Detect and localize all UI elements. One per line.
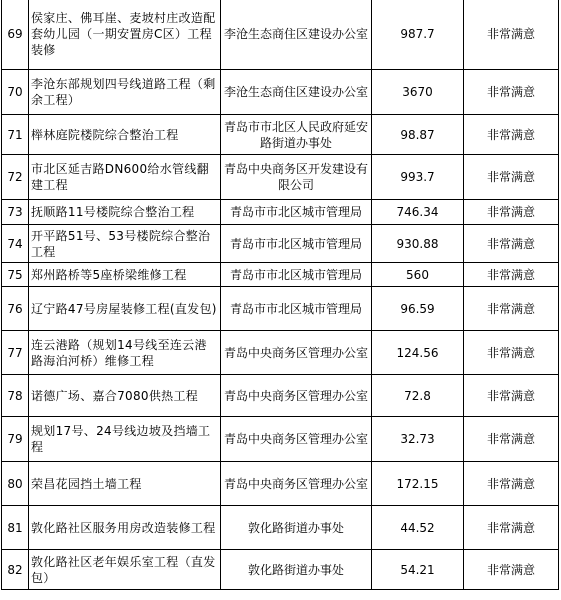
row-number: 78 bbox=[2, 375, 29, 417]
satisfaction-rating: 非常满意 bbox=[464, 375, 559, 417]
project-table bbox=[1, 0, 559, 590]
row-number: 69 bbox=[2, 0, 29, 70]
project-name: 侯家庄、佛耳崖、麦坡村庄改造配套幼儿园（一期安置房C区）工程装修 bbox=[29, 0, 221, 70]
project-name: 连云港路（规划14号线至连云港路海泊河桥）维修工程 bbox=[29, 331, 221, 375]
project-name: 李沧东部规划四号线道路工程（剩余工程） bbox=[29, 70, 221, 115]
row-number: 73 bbox=[2, 200, 29, 225]
satisfaction-rating: 非常满意 bbox=[464, 263, 559, 287]
row-number: 81 bbox=[2, 506, 29, 550]
contract-amount: 172.15 bbox=[372, 462, 464, 506]
satisfaction-rating: 非常满意 bbox=[464, 70, 559, 115]
project-name: 辽宁路47号房屋装修工程(直发包) bbox=[29, 287, 221, 331]
project-name: 抚顺路11号楼院综合整治工程 bbox=[29, 200, 221, 225]
project-name: 市北区延吉路DN600给水管线翻建工程 bbox=[29, 155, 221, 200]
construction-unit: 青岛中央商务区管理办公室 bbox=[221, 417, 372, 462]
project-name: 敦化路社区服务用房改造装修工程 bbox=[29, 506, 221, 550]
table-row bbox=[2, 375, 559, 417]
table-row bbox=[2, 70, 559, 115]
project-name: 诺德广场、嘉合7080供热工程 bbox=[29, 375, 221, 417]
contract-amount: 987.7 bbox=[372, 0, 464, 70]
row-number: 80 bbox=[2, 462, 29, 506]
table-row bbox=[2, 200, 559, 225]
project-name: 郑州路桥等5座桥梁维修工程 bbox=[29, 263, 221, 287]
table-row bbox=[2, 417, 559, 462]
satisfaction-rating: 非常满意 bbox=[464, 115, 559, 155]
row-number: 74 bbox=[2, 225, 29, 263]
table-row bbox=[2, 115, 559, 155]
satisfaction-rating: 非常满意 bbox=[464, 331, 559, 375]
row-number: 72 bbox=[2, 155, 29, 200]
project-table-body bbox=[2, 0, 559, 590]
satisfaction-rating: 非常满意 bbox=[464, 287, 559, 331]
project-name: 规划17号、24号线边坡及挡墙工程 bbox=[29, 417, 221, 462]
project-name: 开平路51号、53号楼院综合整治工程 bbox=[29, 225, 221, 263]
contract-amount: 3670 bbox=[372, 70, 464, 115]
contract-amount: 993.7 bbox=[372, 155, 464, 200]
row-number: 70 bbox=[2, 70, 29, 115]
contract-amount: 560 bbox=[372, 263, 464, 287]
construction-unit: 青岛市市北区城市管理局 bbox=[221, 225, 372, 263]
construction-unit: 敦化路街道办事处 bbox=[221, 550, 372, 590]
contract-amount: 54.21 bbox=[372, 550, 464, 590]
satisfaction-rating: 非常满意 bbox=[464, 417, 559, 462]
construction-unit: 青岛中央商务区管理办公室 bbox=[221, 462, 372, 506]
satisfaction-rating: 非常满意 bbox=[464, 0, 559, 70]
satisfaction-rating: 非常满意 bbox=[464, 225, 559, 263]
table-row bbox=[2, 550, 559, 590]
contract-amount: 96.59 bbox=[372, 287, 464, 331]
row-number: 75 bbox=[2, 263, 29, 287]
contract-amount: 72.8 bbox=[372, 375, 464, 417]
satisfaction-rating: 非常满意 bbox=[464, 506, 559, 550]
construction-unit: 青岛市市北区人民政府延安路街道办事处 bbox=[221, 115, 372, 155]
construction-unit: 李沧生态商住区建设办公室 bbox=[221, 70, 372, 115]
contract-amount: 930.88 bbox=[372, 225, 464, 263]
satisfaction-rating: 非常满意 bbox=[464, 155, 559, 200]
contract-amount: 98.87 bbox=[372, 115, 464, 155]
construction-unit: 李沧生态商住区建设办公室 bbox=[221, 0, 372, 70]
table-row bbox=[2, 462, 559, 506]
table-row bbox=[2, 225, 559, 263]
construction-unit: 青岛中央商务区管理办公室 bbox=[221, 331, 372, 375]
project-name: 荣昌花园挡土墙工程 bbox=[29, 462, 221, 506]
contract-amount: 32.73 bbox=[372, 417, 464, 462]
project-name: 敦化路社区老年娱乐室工程（直发包） bbox=[29, 550, 221, 590]
construction-unit: 青岛市市北区城市管理局 bbox=[221, 200, 372, 225]
construction-unit: 青岛市市北区城市管理局 bbox=[221, 287, 372, 331]
construction-unit: 青岛中央商务区管理办公室 bbox=[221, 375, 372, 417]
table-row bbox=[2, 0, 559, 70]
contract-amount: 44.52 bbox=[372, 506, 464, 550]
table-row bbox=[2, 263, 559, 287]
row-number: 76 bbox=[2, 287, 29, 331]
contract-amount: 124.56 bbox=[372, 331, 464, 375]
satisfaction-rating: 非常满意 bbox=[464, 550, 559, 590]
construction-unit: 青岛中央商务区开发建设有限公司 bbox=[221, 155, 372, 200]
satisfaction-rating: 非常满意 bbox=[464, 200, 559, 225]
row-number: 79 bbox=[2, 417, 29, 462]
contract-amount: 746.34 bbox=[372, 200, 464, 225]
table-row bbox=[2, 287, 559, 331]
table-row bbox=[2, 155, 559, 200]
table-row bbox=[2, 506, 559, 550]
project-name: 榉林庭院楼院综合整治工程 bbox=[29, 115, 221, 155]
row-number: 82 bbox=[2, 550, 29, 590]
table-row bbox=[2, 331, 559, 375]
row-number: 71 bbox=[2, 115, 29, 155]
construction-unit: 青岛市市北区城市管理局 bbox=[221, 263, 372, 287]
construction-unit: 敦化路街道办事处 bbox=[221, 506, 372, 550]
satisfaction-rating: 非常满意 bbox=[464, 462, 559, 506]
row-number: 77 bbox=[2, 331, 29, 375]
